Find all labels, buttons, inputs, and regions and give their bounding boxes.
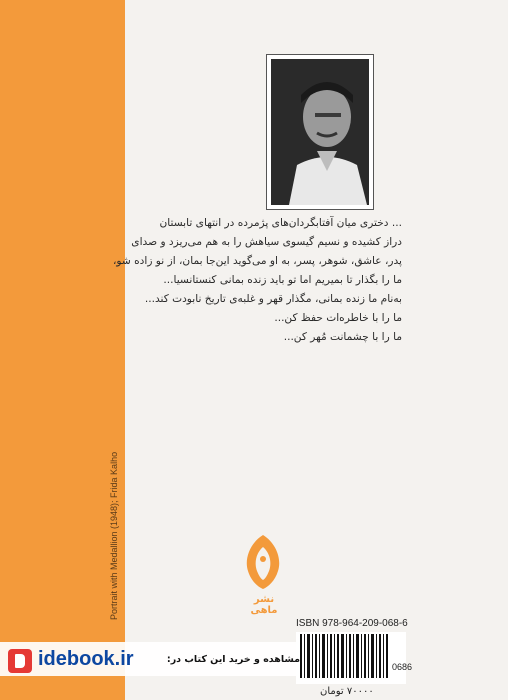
back-cover-blurb: [112, 214, 402, 347]
blurb-line: ما را با چشمانت مُهر کن...: [283, 331, 402, 343]
barcode-number: 0686: [392, 662, 413, 672]
blurb-line: ... دختری میان آفتابگردان‌های پژمرده در انتهای تابستان: [159, 217, 402, 229]
price-text: ۷۰۰۰۰ تومان: [320, 686, 374, 697]
blurb-line: ما را با خاطره‌ات حفظ کن...: [274, 312, 402, 324]
blurb-line: به‌نام ما زنده بمانی، مگذار قهر و غلبه‌ی تاریخ نابودت کند...: [144, 293, 402, 305]
blurb-line: ما را بگذار تا بمیریم اما تو باید زنده بمانی کنستانسیا...: [163, 274, 402, 286]
blurb-line: پدر، عاشق، شوهر، پسر، به او می‌گوید این‌جا بمان، از نو زاده شو،: [112, 255, 402, 267]
cover-art-credit-text: Portrait with Medallion (1948); Frida Kalho: [109, 451, 119, 620]
author-photo: [271, 59, 369, 205]
publisher-name: نشر ماهی: [250, 594, 278, 616]
blurb-line: دراز کشیده و نسیم گیسوی سیاهش را به هم می‌ریزد و صدای: [131, 236, 402, 248]
author-photo-frame: [266, 54, 374, 210]
watermark-domain[interactable]: idebook.ir: [38, 648, 134, 670]
watermark-caption: مشاهده و خرید این کتاب در:: [166, 654, 300, 665]
publisher-fish-logo-icon: [240, 533, 286, 591]
barcode: [296, 632, 406, 684]
orange-spine-band: [0, 0, 125, 700]
isbn-text: ISBN 978-964-209-068-6: [296, 618, 408, 629]
idebook-book-icon: [8, 649, 32, 673]
